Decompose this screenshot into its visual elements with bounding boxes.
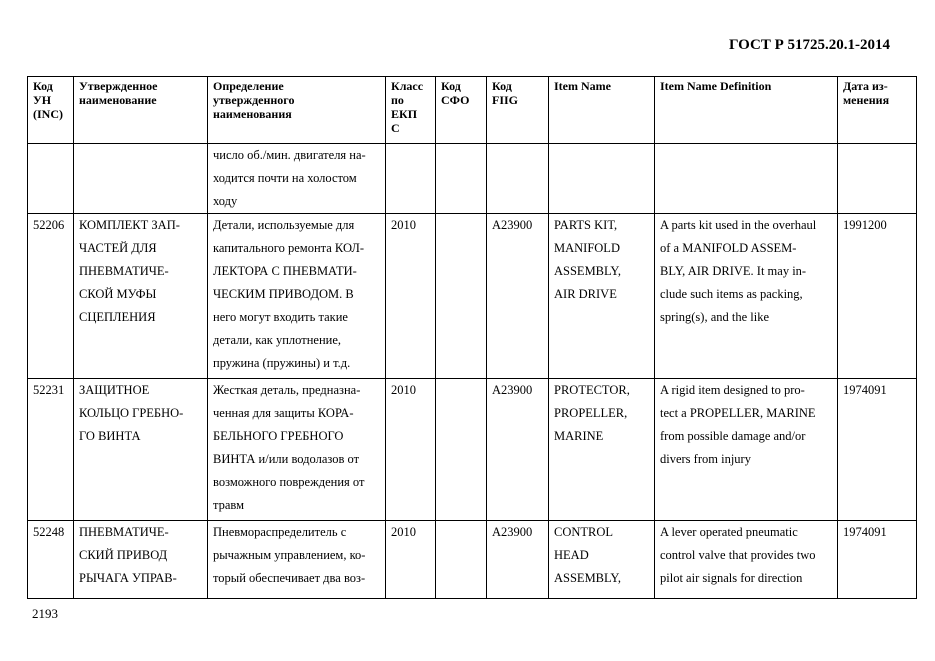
cell-class: 2010 <box>386 521 436 599</box>
cell-sfo-code <box>436 521 487 599</box>
cell-item-name-definition: A parts kit used in the overhaul of a MANIFOLD ASSEM- BLY, AIR DRIVE. It may in- clude such items as packing, spring(s), and the like <box>655 214 838 379</box>
table-row <box>28 214 917 379</box>
header-approved-name: Утвержденное наименование <box>74 77 208 144</box>
header-class: Класс по ЕКП С <box>386 77 436 144</box>
cell-sfo-code <box>436 379 487 521</box>
cell-approved-name: КОМПЛЕКТ ЗАП- ЧАСТЕЙ ДЛЯ ПНЕВМАТИЧЕ- СКОЙ МУФЫ СЦЕПЛЕНИЯ <box>74 214 208 379</box>
header-name-definition: Определение утвержденного наименования <box>208 77 386 144</box>
cell-change-date: 1974091 <box>838 521 917 599</box>
document-code: ГОСТ Р 51725.20.1-2014 <box>728 37 890 53</box>
cell-fiig-code <box>487 144 549 214</box>
cell-sfo-code <box>436 144 487 214</box>
cell-item-name: PROTECTOR, PROPELLER, MARINE <box>549 379 655 521</box>
page-number: 2193 <box>32 606 58 621</box>
cell-change-date <box>838 144 917 214</box>
cell-item-name-definition: A lever operated pneumatic control valve that provides two pilot air signals for direction <box>655 521 838 599</box>
header-change-date: Дата из- менения <box>838 77 917 144</box>
table-row <box>28 379 917 521</box>
table-row <box>28 521 917 599</box>
cell-approved-name <box>74 144 208 214</box>
cell-inc-code <box>28 144 74 214</box>
cell-class: 2010 <box>386 214 436 379</box>
header-item-name: Item Name <box>549 77 655 144</box>
cell-fiig-code: A23900 <box>487 521 549 599</box>
header-inc-code: Код УН (INC) <box>28 77 74 144</box>
header-fiig-code: Код FIIG <box>487 77 549 144</box>
cell-item-name <box>549 144 655 214</box>
table-row <box>28 144 917 214</box>
cell-change-date: 1991200 <box>838 214 917 379</box>
cell-approved-name: ЗАЩИТНОЕ КОЛЬЦО ГРЕБНО- ГО ВИНТА <box>74 379 208 521</box>
cell-fiig-code: A23900 <box>487 214 549 379</box>
cell-fiig-code: A23900 <box>487 379 549 521</box>
cell-sfo-code <box>436 214 487 379</box>
header-sfo-code: Код СФО <box>436 77 487 144</box>
cell-class <box>386 144 436 214</box>
cell-approved-name: ПНЕВМАТИЧЕ- СКИЙ ПРИВОД РЫЧАГА УПРАВ- <box>74 521 208 599</box>
cell-name-definition: Детали, используемые для капитального ремонта КОЛ- ЛЕКТОРА С ПНЕВМАТИ- ЧЕСКИМ ПРИВОДОМ. В него могут входить такие детали, как уплотнение, пружина (пружины) и т.д. <box>208 214 386 379</box>
cell-inc-code: 52231 <box>28 379 74 521</box>
cell-item-name-definition: A rigid item designed to pro- tect a PROPELLER, MARINE from possible damage and/or divers from injury <box>655 379 838 521</box>
cell-change-date: 1974091 <box>838 379 917 521</box>
cell-inc-code: 52248 <box>28 521 74 599</box>
cell-item-name: PARTS KIT, MANIFOLD ASSEMBLY, AIR DRIVE <box>549 214 655 379</box>
cell-name-definition: Пневмораспределитель с рычажным управлением, ко- торый обеспечивает два воз- <box>208 521 386 599</box>
classification-table <box>27 76 917 599</box>
cell-name-definition: число об./мин. двигателя на- ходится почти на холостом ходу <box>208 144 386 214</box>
cell-inc-code: 52206 <box>28 214 74 379</box>
table-header-row <box>28 77 917 144</box>
header-item-name-definition: Item Name Definition <box>655 77 838 144</box>
cell-name-definition: Жесткая деталь, предназна- ченная для защиты КОРА- БЕЛЬНОГО ГРЕБНОГО ВИНТА и/или водолазов от возможного повреждения от травм <box>208 379 386 521</box>
cell-item-name-definition <box>655 144 838 214</box>
cell-item-name: CONTROL HEAD ASSEMBLY, <box>549 521 655 599</box>
cell-class: 2010 <box>386 379 436 521</box>
